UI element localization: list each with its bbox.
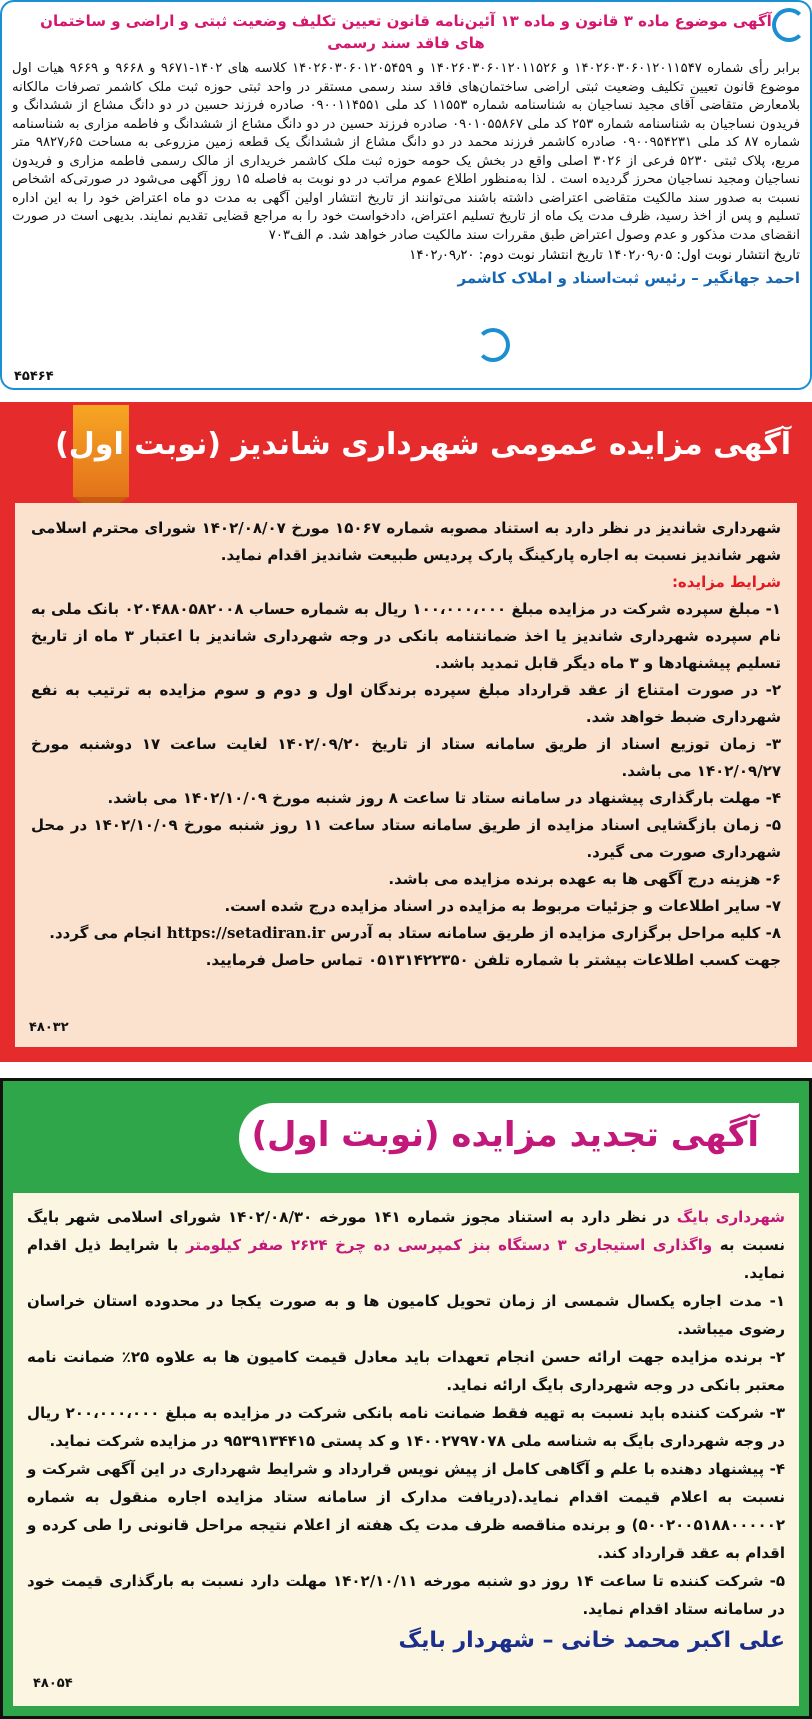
ad2-item: ۵- زمان بازگشایی اسناد مزایده از طریق سامانه ستاد ساعت ۱۱ روز شنبه مورخ ۱۴۰۲/۱۰/۰۹ در محل شهرداری صورت می گیرد. (31, 816, 781, 861)
ad2-item-8 (31, 920, 781, 947)
ad2-intro: شهرداری شاندیز در نظر دارد به استناد مصوبه شماره ۱۵۰۶۷ مورخ ۱۴۰۲/۰۸/۰۷ شورای محترم اسلامی شهر شاندیز نسبت به اجاره پارکینگ پارک پردیس طبیعت شاندیز اقدام نماید. (31, 519, 781, 564)
ad1-signature: احمد جهانگیر – رئیس ثبت‌اسناد و املاک کاشمر (457, 269, 800, 287)
ad-bayg-auction (0, 1078, 812, 1719)
ad3-banner (239, 1103, 799, 1173)
ad2-title: آگهی مزایده عمومی شهرداری شاندیز (نوبت اول) (55, 427, 791, 462)
ad2-item: ۲- در صورت امتناع از عقد قرارداد مبلغ سپرده برندگان اول و دوم و سوم مزایده به ترتیب به نفع شهرداری ضبط خواهد شد. (31, 681, 781, 726)
ad-registration-notice (0, 0, 812, 390)
ad2-conditions-label: شرایط مزایده: (671, 573, 781, 591)
ad1-code: ۴۵۴۶۴ (14, 369, 54, 384)
ad2-item: ۷- سایر اطلاعات و جزئیات مربوط به مزایده در اسناد مزایده درج شده است. (224, 897, 781, 915)
ad3-item: ۳- شرکت کننده باید نسبت به تهیه فقط ضمانت نامه بانکی شرکت در مزایده به مبلغ ۲۰۰،۰۰۰،۰۰۰ ریال در وجه شهرداری بایگ به شناسه ملی ۱۴۰۰۲۷۹۷۰۷۸ و کد پستی ۹۵۳۹۱۳۴۴۱۵ در مزایده شرکت نماید. (27, 1404, 785, 1450)
ad-shandiz-auction (0, 402, 812, 1062)
ad3-item: ۴- پیشنهاد دهنده با علم و آگاهی کامل از پیش نویس قرارداد و شرایط شهرداری در این آگهی شرکت و نسبت به اعلام قیمت اقدام نماید.(دریافت مدارک از سامانه ستاد مزایده اجاره منقول به شماره ۵۰۰۲۰۰۵۱۸۸۰۰۰۰۰۲) و برنده مناقصه ظرف مدت یک هفته از اعلام نتیجه مراحل قانونی را طی کرده و اقدام به عقد قرارداد کند. (27, 1460, 785, 1562)
swirl-icon (772, 8, 806, 42)
ad2-item: ۳- زمان توزیع اسناد از طریق سامانه ستاد از تاریخ ۱۴۰۲/۰۹/۲۰ لغایت ساعت ۱۷ دوشنبه مورخ ۱۴۰۲/۰۹/۲۷ می باشد. (31, 735, 781, 780)
ad2-item: ۱- مبلغ سپرده شرکت در مزایده مبلغ ۱۰۰،۰۰۰،۰۰۰ ریال به شماره حساب ۰۲۰۴۸۸۰۵۸۲۰۰۸ بانک ملی به نام سپرده شهرداری شاندیز یا اخذ ضمانتنامه بانکی در وجه شهرداری شاندیز با اعتبار ۳ ماه از تاریخ تسلیم پیشنهادها و ۳ ماه دیگر قابل تمدید باشد. (31, 600, 782, 672)
ad1-title: آگهی موضوع ماده ۳ قانون و ماده ۱۳ آئین‌نامه قانون تعیین تکلیف وضعیت ثبتی و اراضی و ساختمان های فاقد سند رسمی (40, 12, 772, 52)
ad2-item: ۶- هزینه درج آگهی ها به عهده برنده مزایده می باشد. (388, 870, 781, 888)
ad3-title: آگهی تجدید مزایده (نوبت اول) (251, 1115, 759, 1155)
ad3-signature: علی اکبر محمد خانی – شهردار بایگ (398, 1628, 785, 1653)
ad3-code: ۴۸۰۵۴ (33, 1676, 73, 1691)
ad2-panel (15, 503, 797, 1047)
ad3-item: ۲- برنده مزایده جهت ارائه حسن انجام تعهدات باید معادل قیمت کامیون ها به علاوه ۲۵٪ ضمانت نامه معتبر بانکی در وجه شهرداری بایگ ارائه نماید. (27, 1348, 785, 1394)
ad3-panel (13, 1193, 799, 1706)
ad1-dates: تاریخ انتشار نوبت اول: ۱۴۰۲٫۰۹٫۰۵ تاریخ انتشار نوبت دوم: ۱۴۰۲٫۰۹٫۲۰ (409, 248, 800, 263)
ad3-header (3, 1081, 809, 1193)
ad2-item8-text: ۸- کلیه مراحل برگزاری مزایده از طریق سامانه ستاد به آدرس (330, 924, 781, 942)
ad2-item: ۴- مهلت بارگذاری پیشنهاد در سامانه ستاد تا ساعت ۸ روز شنبه مورخ ۱۴۰۲/۱۰/۰۹ می باشد. (107, 789, 781, 807)
ad1-text: برابر رأی شماره ۱۴۰۲۶۰۳۰۶۰۱۲۰۱۱۵۴۷ و ۱۴۰۲۶۰۳۰۶۰۱۲۰۱۱۵۲۶ و ۱۴۰۲۶۰۳۰۶۰۱۲۰۵۴۵۹ کلاسه های ۱۴۰۲-۹۶۷۱ و ۹۶۶۸ و ۹۶۶۹ هیات اول موضوع قانون تعیین تکلیف وضعیت ثبتی اراضی ساختمان‌های فاقد سند رسمی مستقر در واحد ثبتی حوزه ثبت ملک کاشمر تصرفات مالکانه بلامعارض متقاضی آقای مجید نساجیان به شناسنامه شماره ۱۱۵۵۳ کد ملی ۰۹۰۰۱۱۴۵۵۱ صادره فرزند حسین در دو دانگ مشاع از ششدانگ و فریدون نساجیان به شناسنامه شماره ۲۵۳ کد ملی ۰۹۰۱۰۵۵۸۶۷ صادره فرزند حسین در دو دانگ مشاع از ششدانگ و فاطمه مزاری به شناسنامه شماره ۸۷ کد ملی ۰۹۰۰۹۵۴۲۳۱ صادره کاشمر فرزند محمد در دو دانگ مشاع از ششدانگ یک قطعه زمین مزروعی به مساحت ۹۸۲۷٫۶۵ متر مربع، پلاک ثبتی ۵۲۳۰ فرعی از ۳۰۲۶ اصلی واقع در بخش یک حومه حوزه ثبت ملک کاشمر خریداری از مالک رسمی فاطمه مزاری و فریدون نساجیان ومجید نساجیان محرز گردیده است . لذا به‌منظور اطلاع عموم مراتب در دو نوبت به فاصله ۱۵ روز آگهی می‌شود در صورتی‌که اشخاص نسبت به صدور سند مالکیت متقاضی اعتراضی داشته باشند می‌توانند از تاریخ انتشار اولین آگهی به مدت دو ماه اعتراض خود را به این اداره تسلیم و پس از اخذ رسید، ظرف مدت یک ماه از تاریخ تسلیم اعتراض، دادخواست خود را به مراجع قضایی تقدیم نمایند. بدیهی است در صورت انقضای مدت مذکور و عدم وصول اعتراض طبق مقررات سند مالکیت صادر خواهد شد. م الف۷۰۳ (12, 61, 801, 243)
ad1-body (12, 60, 800, 245)
setad-url-link[interactable]: https://setadiran.ir (166, 924, 326, 942)
ad3-intro-tail: با شرایط ذیل اقدام نماید. (27, 1236, 785, 1282)
ad3-municipality: شهرداری بایگ (676, 1208, 786, 1226)
ad3-intro-text: در نظر دارد به استناد مجوز شماره ۱۴۱ مورخه ۱۴۰۲/۰۸/۳۰ شورای اسلامی شهر بایگ نسبت به (27, 1208, 785, 1254)
ad3-item: ۱- مدت اجاره یکسال شمسی از زمان تحویل کامیون ها و به صورت یکجا در محدوده استان خراسان رضوی میباشد. (27, 1292, 785, 1338)
ad2-code: ۴۸۰۳۲ (29, 1020, 69, 1035)
ad2-header (3, 405, 809, 501)
ad3-subject: واگذاری استیجاری ۳ دستگاه بنز کمپرسی ده چرخ ۲۶۲۴ صفر کیلومتر (185, 1236, 713, 1254)
ad2-item8-tail: انجام می گردد. (49, 924, 162, 942)
ad3-item: ۵- شرکت کننده تا ساعت ۱۴ روز دو شنبه مورخه ۱۴۰۲/۱۰/۱۱ مهلت دارد نسبت به بارگذاری قیمت خود در سامانه ستاد اقدام نماید. (27, 1572, 785, 1618)
swirl-icon (476, 328, 510, 362)
ad3-intro (27, 1203, 785, 1287)
ad2-contact: جهت کسب اطلاعات بیشتر با شماره تلفن ۰۵۱۳۱۴۲۲۳۵۰ تماس حاصل فرمایید. (205, 951, 781, 969)
